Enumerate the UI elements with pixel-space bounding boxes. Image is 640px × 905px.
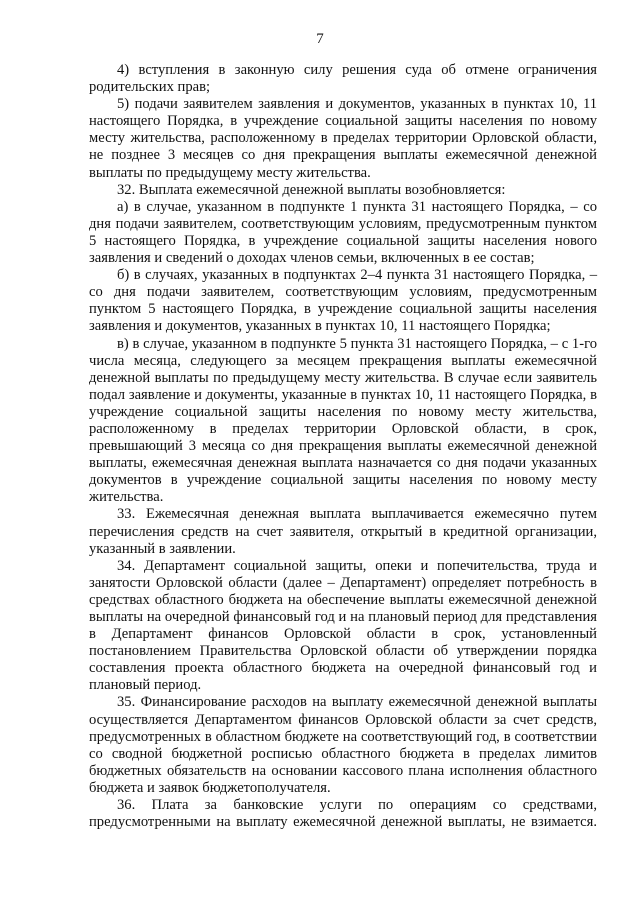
paragraph-33: 33. Ежемесячная денежная выплата выплачивается ежемесячно путем перечисления средств на счет заявителя, открытый в кредитной организации, указанный в заявлении. [89, 506, 597, 557]
paragraph-31-5: 5) подачи заявителем заявления и документов, указанных в пунктах 10, 11 настоящего Порядка, в учреждение социальной защиты населения по новому месту жительства, расположенному в пределах территории Орловской области, не позднее 3 месяцев со дня прекращения выплаты ежемесячной денежной выплаты по предыдущему месту жительства. [89, 96, 597, 181]
paragraph-36: 36. Плата за банковские услуги по операциям со средствами, предусмотренными на выплату ежемесячной денежной выплаты, не взимается. [89, 797, 597, 831]
paragraph-35: 35. Финансирование расходов на выплату ежемесячной денежной выплаты осуществляется Департаментом финансов Орловской области за счет средств, предусмотренных в областном бюджете на соответствующий год, в соответствии со сводной бюджетной росписью областного бюджета в пределах лимитов бюджетных обязательств на основании кассового плана исполнения областного бюджета и заявок бюджетополучателя. [89, 694, 597, 796]
document-body [89, 62, 597, 831]
paragraph-32-a: а) в случае, указанном в подпункте 1 пункта 31 настоящего Порядка, – со дня подачи заявителем, соответствующим условиям, предусмотренным пунктом 5 настоящего Порядка, в учреждение социальной защиты населения нового заявления и сведений о доходах членов семьи, включенных в ее состав; [89, 198, 597, 267]
paragraph-32: 32. Выплата ежемесячной денежной выплаты возобновляется: [117, 181, 506, 198]
paragraph-34: 34. Департамент социальной защиты, опеки и попечительства, труда и занятости Орловской области (далее – Департамент) определяет потребность в средствах областного бюджета на обеспечение выплаты ежемесячной денежной выплаты на очередной финансовый год и на плановый период для представления в Департамент финансов Орловской области в срок, установленный постановлением Правительства Орловской области об утверждении порядка составления проекта областного бюджета на очередной финансовый год и плановый период. [89, 557, 597, 694]
paragraph-32-v: в) в случае, указанном в подпункте 5 пункта 31 настоящего Порядка, – с 1-го числа месяца, следующего за месяцем прекращения выплаты ежемесячной денежной выплаты по предыдущему месту жительства. В случае если заявитель подал заявление и документы, указанные в пунктах 10, 11 настоящего Порядка, в учреждение социальной защиты населения по новому месту жительства, расположенному в пределах территории Орловской области, в срок, превышающий 3 месяца со дня прекращения выплаты ежемесячной денежной выплаты, ежемесячная денежная выплата назначается со дня подачи указанных документов в учреждение социальной защиты населения по новому месту жительства. [89, 335, 597, 506]
paragraph-31-4: 4) вступления в законную силу решения суда об отмене ограничения родительских прав; [89, 62, 597, 96]
paragraph-32-b: б) в случаях, указанных в подпунктах 2–4 пункта 31 настоящего Порядка, – со дня подачи заявителем, соответствующим условиям, предусмотренным пунктом 5 настоящего Порядка, в учреждение социальной защиты населения заявления и документов, указанных в пунктах 10, 11 настоящего Порядка; [89, 267, 597, 335]
page-number: 7 [316, 31, 324, 47]
